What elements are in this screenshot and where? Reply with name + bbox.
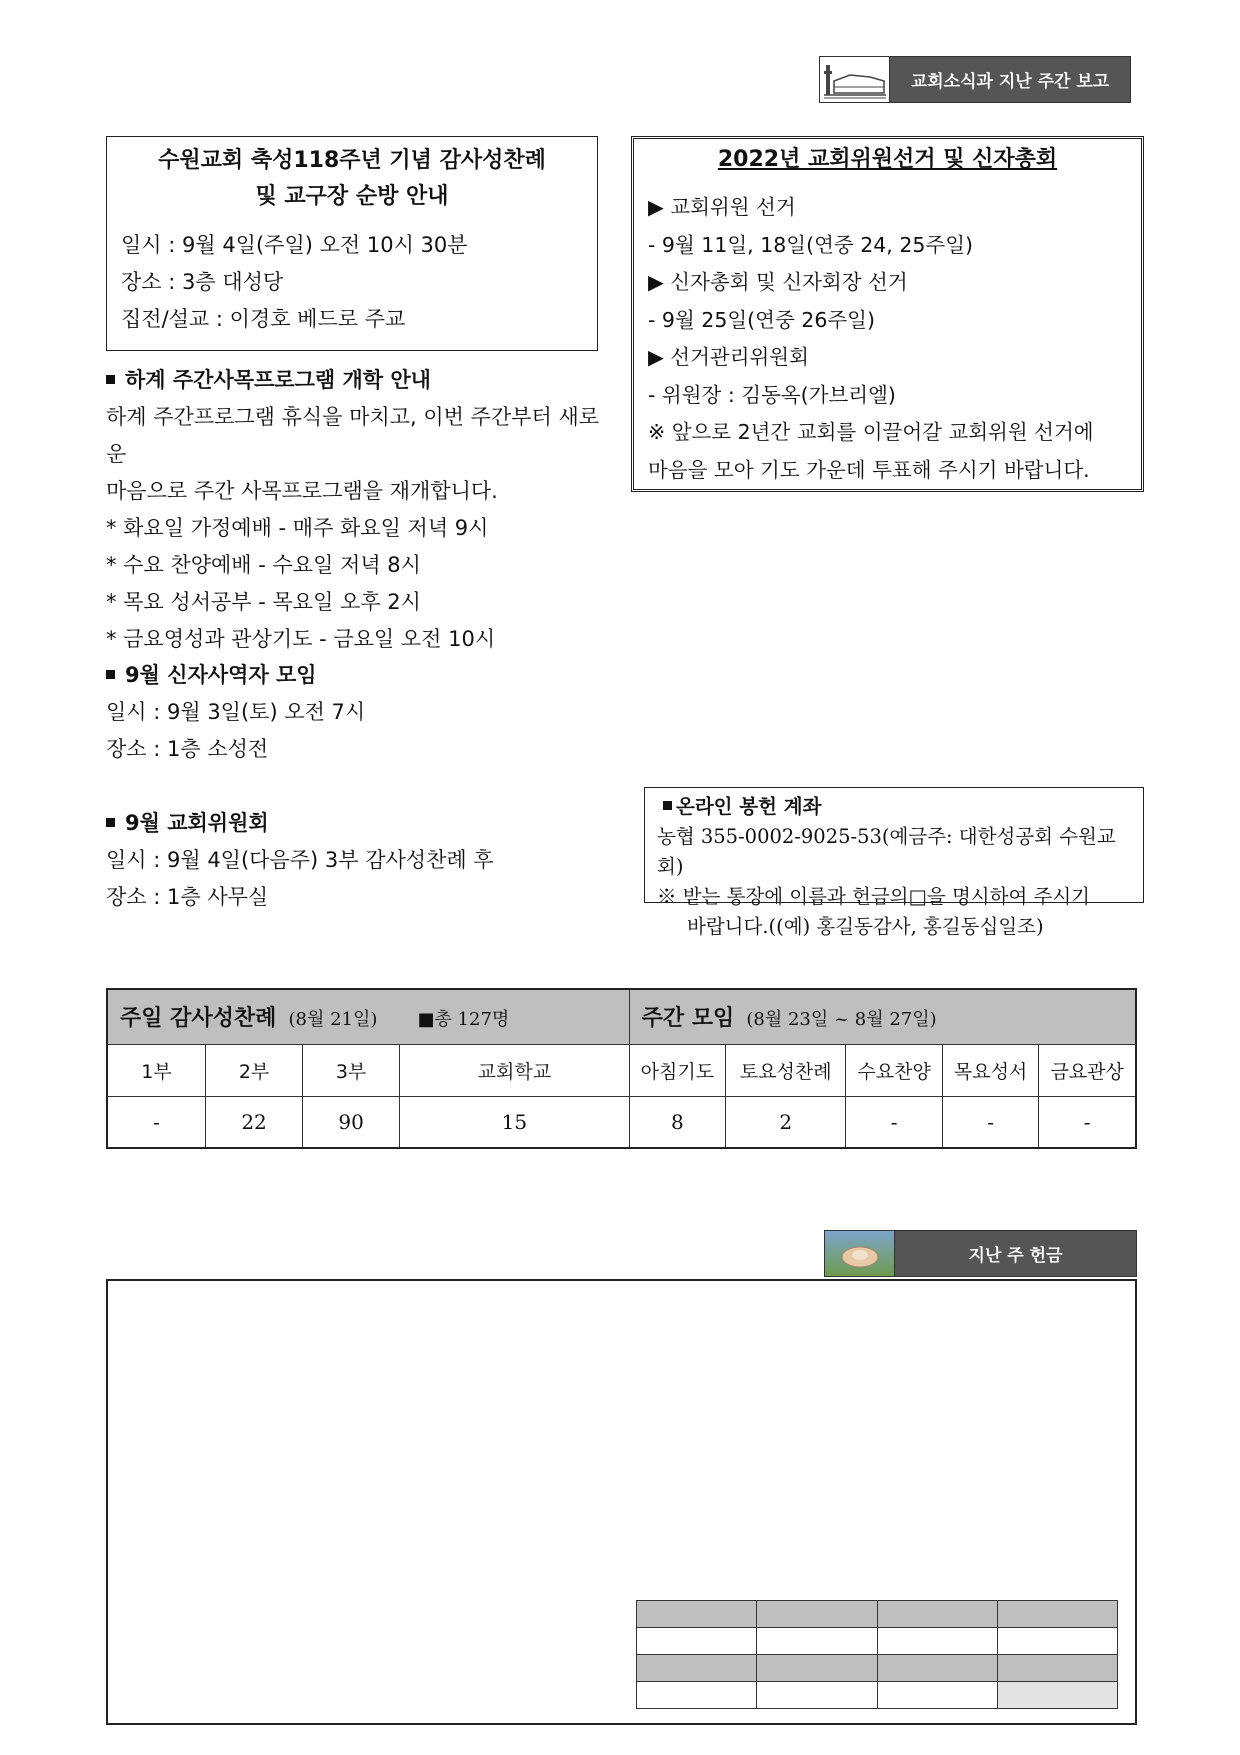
table-column-header: 1부 <box>107 1044 206 1096</box>
sunday-total-count: ■총 127명 <box>417 1009 510 1031</box>
election-line: - 위원장 : 김동옥(가브리엘) <box>648 382 896 407</box>
square-bullet-icon <box>106 670 115 679</box>
election-line: 마음을 모아 기도 가운데 투표해 주시기 바랍니다. <box>648 457 1090 482</box>
election-title: 2022년 교회위원선거 및 신자총회 <box>717 147 1058 172</box>
table-cell: 22 <box>206 1096 303 1148</box>
ministers-meeting-place: 장소 : 1층 소성전 <box>106 737 269 761</box>
anniversary-place: 장소 : 3층 대성당 <box>121 270 284 294</box>
table-column-header: 목요성서 <box>942 1044 1038 1096</box>
online-account-number: 농협 355-0002-9025-53(예금주: 대한성공회 수원교회) <box>657 825 1116 878</box>
table-row <box>637 1601 1118 1628</box>
summer-program-line: 하계 주간프로그램 휴식을 마치고, 이번 주간부터 새로운 <box>106 405 600 466</box>
table-column-header: 교회학교 <box>400 1044 630 1096</box>
table-row <box>637 1655 1118 1682</box>
ministers-meeting-heading: 9월 신자사역자 모임 <box>106 657 606 694</box>
anniversary-notice-box <box>106 136 598 351</box>
weekly-meeting-date: (8월 23일 ~ 8월 27일) <box>746 1009 937 1031</box>
section-header-church-news <box>819 56 1131 103</box>
ministers-meeting-section <box>106 657 606 768</box>
table-column-header: 금요관상 <box>1039 1044 1136 1096</box>
section-header-label: 교회소식과 지난 주간 보고 <box>890 57 1130 102</box>
section-header-offering <box>824 1230 1137 1277</box>
offering-summary-grid <box>636 1600 1118 1709</box>
summer-program-line: 마음으로 주간 사목프로그램을 재개합니다. <box>106 479 498 503</box>
summer-program-line: * 화요일 가정예배 - 매주 화요일 저녁 9시 <box>106 516 489 540</box>
election-line: - 9월 11일, 18일(연중 24, 25주일) <box>648 232 974 257</box>
hands-photo-icon <box>825 1231 895 1276</box>
summer-program-line: * 수요 찬양예배 - 수요일 저녁 8시 <box>106 553 421 577</box>
online-account-note: ※ 받는 통장에 이름과 헌금의□을 명시하여 주시기 <box>657 885 1091 908</box>
church-building-icon <box>820 57 890 102</box>
table-column-header: 3부 <box>303 1044 400 1096</box>
attendance-column-row <box>107 1044 1136 1096</box>
anniversary-celebrant: 집전/설교 : 이경호 베드로 주교 <box>121 307 406 331</box>
square-bullet-icon <box>663 801 672 810</box>
summer-program-line: * 목요 성서공부 - 목요일 오후 2시 <box>106 590 421 614</box>
election-line: - 9월 25일(연중 26주일) <box>648 307 875 332</box>
table-cell: - <box>1039 1096 1136 1148</box>
offering-header-label: 지난 주 헌금 <box>895 1231 1136 1276</box>
summer-program-heading: 하계 주간사목프로그램 개학 안내 <box>106 362 606 399</box>
attendance-value-row <box>107 1096 1136 1148</box>
sunday-worship-date: (8월 21일) <box>288 1009 378 1031</box>
ministers-meeting-date: 일시 : 9월 3일(토) 오전 7시 <box>106 700 366 724</box>
council-meeting-section <box>106 805 606 916</box>
table-cell: 15 <box>400 1096 630 1148</box>
sunday-worship-header <box>107 989 629 1044</box>
online-account-heading: 온라인 봉헌 계좌 <box>657 792 1131 822</box>
attendance-table <box>106 988 1137 1149</box>
anniversary-title-line2: 및 교구장 순방 안내 <box>255 184 449 209</box>
table-cell: - <box>107 1096 206 1148</box>
election-line: ▶ 신자총회 및 신자회장 선거 <box>648 270 908 294</box>
election-line: ▶ 선거관리위원회 <box>648 345 809 369</box>
table-column-header: 2부 <box>206 1044 303 1096</box>
summer-program-line: * 금요영성과 관상기도 - 금요일 오전 10시 <box>106 627 496 651</box>
table-cell: 90 <box>303 1096 400 1148</box>
election-line: ※ 앞으로 2년간 교회를 이끌어갈 교회위원 선거에 <box>648 420 1094 444</box>
weekly-meeting-title: 주간 모임 <box>641 1006 735 1032</box>
table-cell: - <box>846 1096 942 1148</box>
square-bullet-icon <box>106 375 115 384</box>
table-cell: 2 <box>726 1096 846 1148</box>
table-column-header: 아침기도 <box>629 1044 725 1096</box>
council-meeting-heading: 9월 교회위원회 <box>106 805 606 842</box>
anniversary-title <box>107 143 597 215</box>
table-row <box>637 1682 1118 1709</box>
election-notice-box <box>631 136 1144 492</box>
online-account-note-cont: 바랍니다.((예) 홍길동감사, 홍길동십일조) <box>687 915 1044 938</box>
square-bullet-icon <box>106 818 115 827</box>
table-column-header: 토요성찬례 <box>726 1044 846 1096</box>
table-cell: - <box>942 1096 1038 1148</box>
council-meeting-date: 일시 : 9월 4일(다음주) 3부 감사성찬례 후 <box>106 848 494 872</box>
weekly-meeting-header <box>629 989 1136 1044</box>
election-line: ▶ 교회위원 선거 <box>648 195 796 219</box>
summer-program-section <box>106 362 606 658</box>
attendance-header-row <box>107 989 1136 1044</box>
table-cell: 8 <box>629 1096 725 1148</box>
online-offering-account-box <box>644 787 1144 938</box>
table-row <box>637 1628 1118 1655</box>
table-column-header: 수요찬양 <box>846 1044 942 1096</box>
council-meeting-place: 장소 : 1층 사무실 <box>106 885 269 909</box>
anniversary-title-line1: 수원교회 축성118주년 기념 감사성찬례 <box>158 148 546 173</box>
anniversary-date: 일시 : 9월 4일(주일) 오전 10시 30분 <box>121 233 468 257</box>
sunday-worship-title: 주일 감사성찬례 <box>120 1006 277 1032</box>
